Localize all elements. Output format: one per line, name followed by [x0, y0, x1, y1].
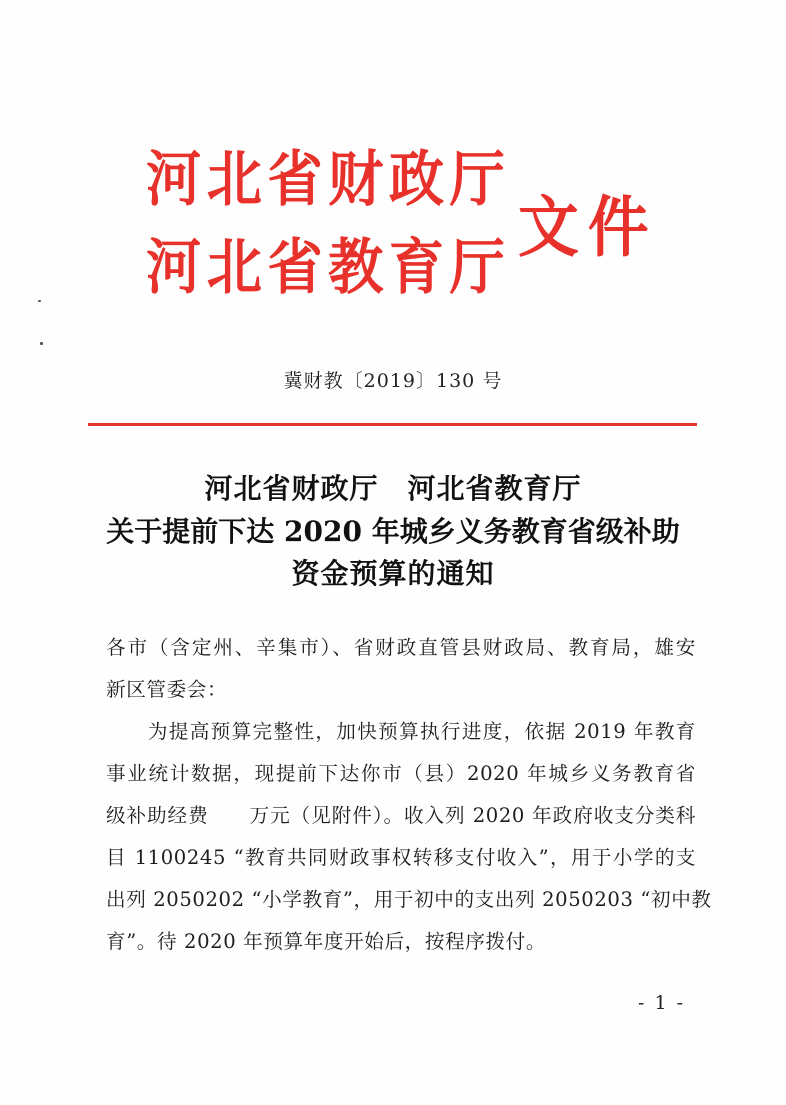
paragraph-line: 级补助经费 万元（见附件）。收入列 2020 年政府收支分类科	[106, 804, 696, 827]
title-line-1: 河北省财政厅 河北省教育厅	[204, 472, 582, 505]
paragraph-line: 目 1100245 “教育共同财政事权转移支付收入”，用于小学的支	[106, 846, 696, 869]
scan-speck	[40, 342, 43, 345]
salutation-line-2: 新区管委会：	[106, 678, 228, 701]
paragraph-line: 事业统计数据，现提前下达你市（县）2020 年城乡义务教育省	[106, 762, 696, 785]
salutation-line-1: 各市（含定州、辛集市）、省财政直管县财政局、教育局，雄安	[106, 636, 696, 659]
document-number: 冀财教〔2019〕130 号	[283, 370, 503, 392]
document-type-label: 文件	[518, 188, 658, 266]
page-number: - 1 -	[638, 992, 686, 1014]
issuer-finance-department: 河北省财政厅	[146, 145, 511, 215]
title-line-3: 资金预算的通知	[291, 557, 495, 590]
title-line-2: 关于提前下达 2020 年城乡义务教育省级补助	[106, 515, 680, 548]
issuer-education-department: 河北省教育厅	[146, 233, 511, 303]
paragraph-line: 出列 2050202 “小学教育”，用于初中的支出列 2050203 “初中教	[106, 888, 712, 911]
red-header-rule	[88, 423, 697, 426]
paragraph-line: 为提高预算完整性，加快预算执行进度，依据 2019 年教育	[106, 720, 696, 743]
paragraph-line: 育”。待 2020 年预算年度开始后，按程序拨付。	[106, 930, 547, 953]
scan-speck	[38, 300, 41, 302]
